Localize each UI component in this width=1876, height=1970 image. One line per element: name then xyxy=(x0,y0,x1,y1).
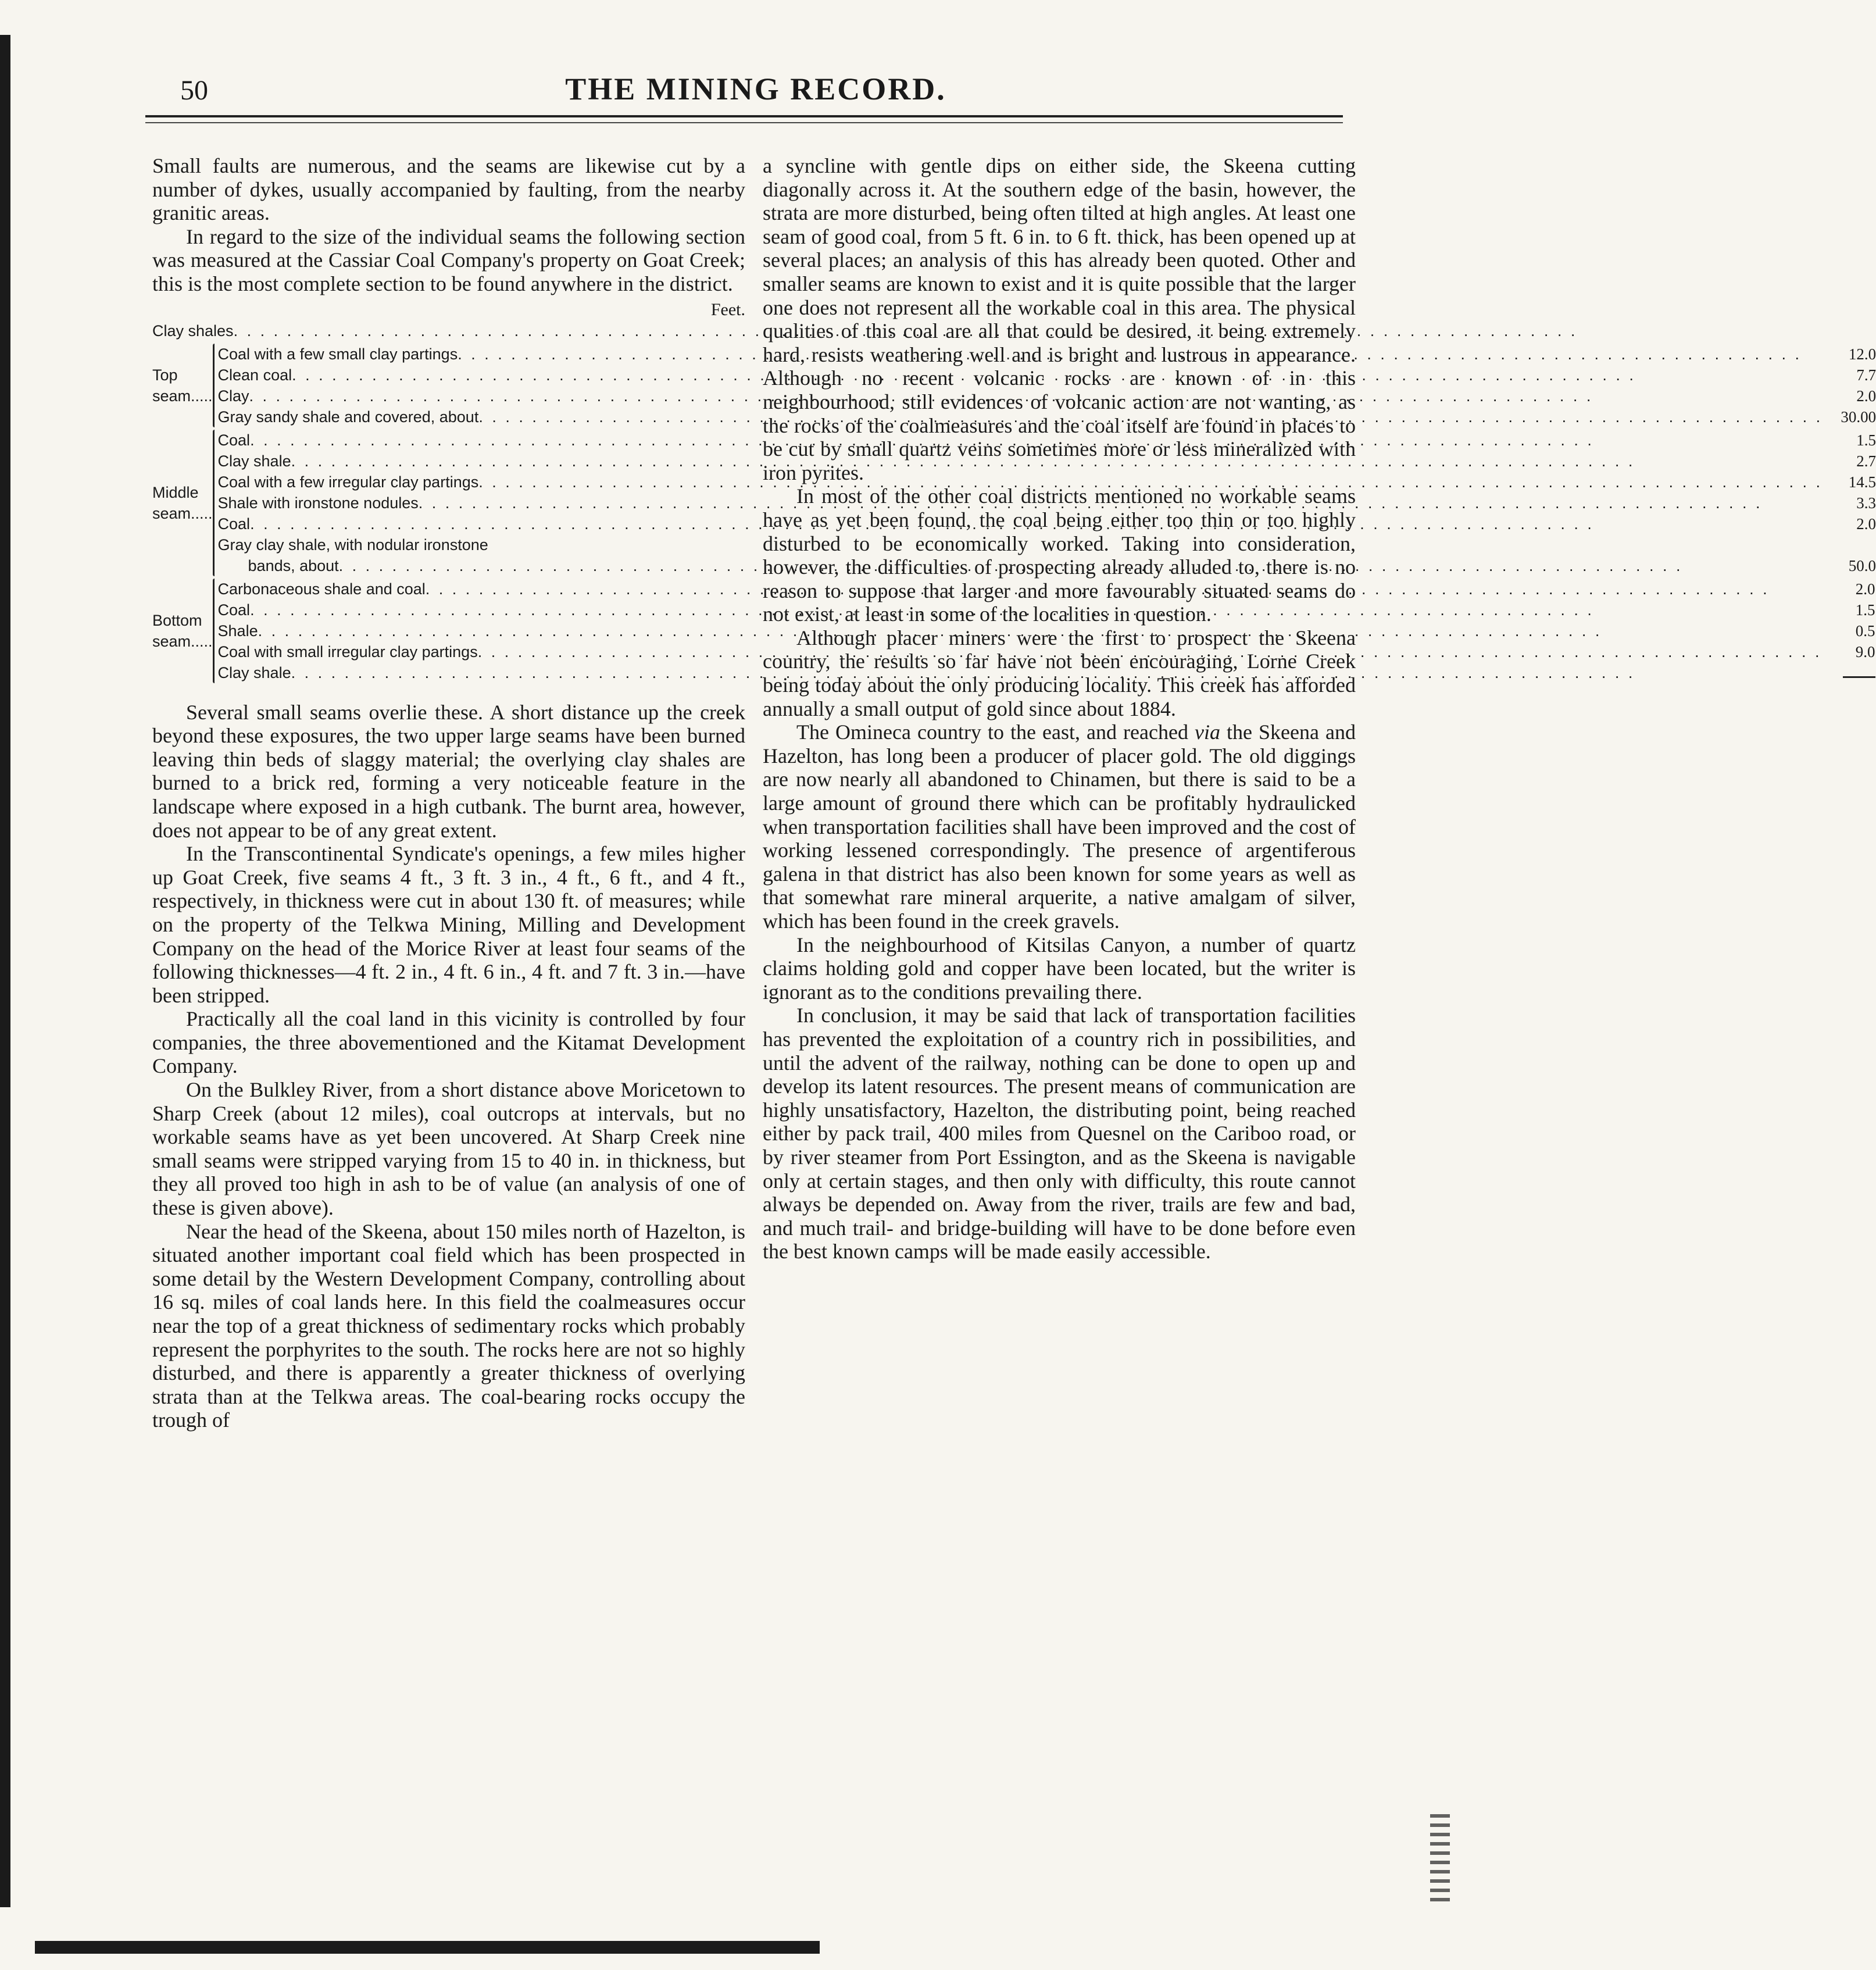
seam-label: Top xyxy=(152,366,178,384)
brace xyxy=(213,579,215,683)
brace xyxy=(213,430,215,576)
empty-value-dash xyxy=(1843,676,1875,678)
seam-label: seam..... xyxy=(152,504,213,522)
paragraph: In the Transcontinental Syndicate's openings, a few miles higher up Goat Creek, five seams 4 ft., 3 ft. 3 in., 4 ft., 6 ft., and 4 ft., respectively, in thickness were cut in about 130 ft. of measures; while on the property of the Telkwa Mining, Milling and Development Company on the head of the Morice River at least four seams of the following thicknesses—4 ft. 2 in., 4 ft. 6 in., 4 ft. and 7 ft. 3 in.—have been stripped. xyxy=(152,842,745,1007)
seam-group-top xyxy=(152,344,1876,427)
table-row: Gray clay shale, with nodular ironstone xyxy=(217,536,488,554)
table-row xyxy=(152,320,745,341)
paragraph: Several small seams overlie these. A short distance up the creek beyond these exposures, the two upper large seams have been burned leaving thin beds of slaggy material; the overlying clay shales are burned to a brick red, forming a very noticeable feature in the landscape where exposed in a high cutbank. The burnt area, however, does not appear to be of any great extent. xyxy=(152,700,745,842)
table-row: bands, about . . . 50.0 xyxy=(218,555,1876,576)
table-row: Carbonaceous shale and coal . . . 2.0 xyxy=(218,579,1875,599)
table-row: Clay . . . 2.0 xyxy=(218,386,1876,406)
paragraph: Small faults are numerous, and the seams are likewise cut by a number of dykes, usually accompanied by faulting, from the nearby granitic areas. xyxy=(152,154,745,225)
table-row: Shale . . . 0.5 xyxy=(218,620,1875,641)
journal-title: THE MINING RECORD. xyxy=(565,72,946,106)
seam-label: Middle xyxy=(152,483,199,501)
paragraph: Although placer miners were the first to prospect the Skeena country, the results so far have not been encouraging, Lorne Creek being today about the only producing locality. This creek has afforded annually a small output of gold since about 1884. xyxy=(763,626,1356,720)
paragraph: Practically all the coal land in this vicinity is controlled by four companies, the three abovementioned and the Kitamat Development Company. xyxy=(152,1007,745,1078)
header-rule xyxy=(145,115,1343,123)
table-row: Clay shale . . . xyxy=(218,662,1875,683)
page-spine-shadow xyxy=(0,35,10,1907)
page-number: 50 xyxy=(180,75,208,106)
feet-column-header: Feet. xyxy=(710,299,745,319)
table-row: Clean coal . . . 7.7 xyxy=(218,365,1876,386)
scan-artifact xyxy=(1430,1814,1450,1907)
table-row: Coal . . . 1.5 xyxy=(218,430,1876,451)
seam-label: seam..... xyxy=(152,632,213,650)
bottom-scan-bar xyxy=(35,1941,820,1954)
brace xyxy=(213,344,215,427)
right-column xyxy=(763,154,1356,1264)
paragraph: In conclusion, it may be said that lack of transportation facilities has prevented the exploitation of a country rich in possibilities, and until the advent of the railway, nothing can be done to open up and develop its latent resources. The present means of communication are highly unsatisfactory, Hazelton, the distributing point, being reached either by pack trail, 400 miles from Quesnel on the Cariboo road, or by river steamer from Port Essington, and as the Skeena is navigable only at certain stages, and then only with difficulty, this route cannot always be depended on. Away from the river, trails are few and bad, and much trail- and bridge-building will have to be done before even the best known camps will be made easily accessible. xyxy=(763,1004,1356,1264)
row-label: Clay shales xyxy=(152,322,234,340)
paragraph: In most of the other coal districts mentioned no workable seams have as yet been found, the coal being either too thin or too highly disturbed to be economically worked. Taking into consideration, however, the difficulties of prospecting already alluded to, there is no reason to suppose that larger and more favourably situated seams do not exist, at least in some of the localities in question. xyxy=(763,484,1356,626)
seam-label: Bottom xyxy=(152,611,202,629)
table-row: Coal . . . 1.5 xyxy=(218,599,1875,620)
table-row: Coal with a few small clay partings . . . 12.0 xyxy=(218,344,1876,365)
table-row: Gray sandy shale and covered, about . . . 30.00 xyxy=(218,406,1876,427)
seam-label: seam..... xyxy=(152,387,213,405)
paragraph: In the neighbourhood of Kitsilas Canyon, a number of quartz claims holding gold and copper have been located, but the writer is ignorant as to the conditions prevailing there. xyxy=(763,933,1356,1004)
table-row: Clay shale . . . 2.7 xyxy=(218,451,1876,472)
italic-word: via xyxy=(1194,720,1220,744)
paragraph: In regard to the size of the individual seams the following section was measured at the Cassiar Coal Company's property on Goat Creek; this is the most complete section to be found anywhere in the district. xyxy=(152,224,745,295)
page-header xyxy=(157,69,1355,121)
paragraph: a syncline with gentle dips on either side, the Skeena cutting diagonally across it. At the southern edge of the basin, however, the strata are more disturbed, being often tilted at high angles. At least one seam of good coal, from 5 ft. 6 in. to 6 ft. thick, has been opened up at several places; an analysis of this has already been quoted. Other and smaller seams are known to exist and it is quite possible that the larger one does not represent all the workable coal in this area. The physical qualities of this coal are all that could be desired, it being extremely hard, resists weathering well and is bright and lustrous in appearance. Although no recent volcanic rocks are known of in this neighbourhood, still evidences of volcanic action are not wanting, as the rocks of the coalmeasures and the coal itself are found in places to be cut by small quartz veins sometimes more or less mineralized with iron pyrites. xyxy=(763,154,1356,484)
table-row: Coal with a few irregular clay partings . . . 14.5 xyxy=(218,472,1876,492)
paragraph: The Omineca country to the east, and reached via the Skeena and Hazelton, has long been a producer of placer gold. The old diggings are now nearly all abandoned to Chinamen, but there is said to be a large amount of ground there which can be profitably hydraulicked when transportation facilities shall have been improved and the cost of working lessened correspondingly. The presence of argentiferous galena in that district has also been known for some years as well as that somewhat rare mineral arquerite, a native amalgam of silver, which has been found in the creek gravels. xyxy=(763,720,1356,933)
paragraph: On the Bulkley River, from a short distance above Moricetown to Sharp Creek (about 12 miles), coal outcrops at intervals, but no workable seams have as yet been uncovered. At Sharp Creek nine small seams were stripped varying from 15 to 40 in. in thickness, but they all proved too high in ash to be of value (an analysis of one of these is given above). xyxy=(152,1078,745,1220)
paragraph: Near the head of the Skeena, about 150 miles north of Hazelton, is situated another important coal field which has been prospected in some detail by the Western Development Company, controlling about 16 sq. miles of coal lands here. In this field the coalmeasures occur near the top of a great thickness of sedimentary rocks which probably represent the porphyrites to the south. The rocks here are not so highly disturbed, and there is apparently a greater thickness of overlying strata than at the Telkwa areas. The coal-bearing rocks occupy the trough of xyxy=(152,1219,745,1432)
table-row: Coal with small irregular clay partings . . . 9.0 xyxy=(218,641,1875,662)
table-row: Shale with ironstone nodules . . . 3.3 xyxy=(218,492,1876,513)
table-row: Coal . . . 2.0 xyxy=(218,513,1876,534)
